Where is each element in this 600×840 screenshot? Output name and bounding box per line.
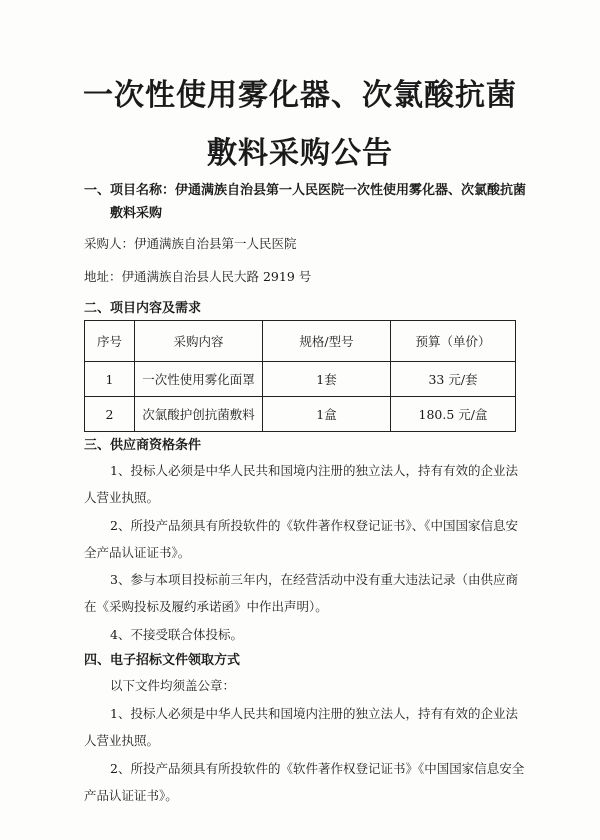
table-cell: 一次性使用雾化面罩 <box>135 362 263 397</box>
requirements-table <box>84 320 516 432</box>
table-cell: 1 <box>85 362 135 397</box>
table-row <box>85 397 516 432</box>
table-cell: 2 <box>85 397 135 432</box>
table-row <box>85 362 516 397</box>
section-1-heading: 一、项目名称： <box>84 183 176 198</box>
qualification-item-2-line-2: 全产品认证证书》。 <box>84 545 191 560</box>
section-3-heading: 三、供应商资格条件 <box>84 438 202 453</box>
table-cell: 33 元/套 <box>391 362 516 397</box>
qualification-item-2-line-1: 2、所投产品须具有所投软件的《软件著作权登记证书》、《中国国家信息安 <box>110 518 518 533</box>
bidding-item-2-line-2: 产品认证证书》。 <box>84 788 178 803</box>
column-header: 预算（单价） <box>391 321 516 362</box>
column-header: 规格/型号 <box>263 321 391 362</box>
bidding-item-2-line-1: 2、所投产品须具有所投软件的《软件著作权登记证书》《中国国家信息安全 <box>110 761 525 776</box>
qualification-item-3-line-2: 在《采购投标及履约承诺函》中作出声明）。 <box>84 599 328 614</box>
qualification-item-4: 4、不接受联合体投标。 <box>110 627 243 642</box>
project-name-line-1: 伊通满族自治县第一人民医院一次性使用雾化器、次氯酸抗菌 <box>175 183 527 198</box>
bidding-item-1-line-1: 1、投标人必须是中华人民共和国境内注册的独立法人，持有有效的企业法 <box>110 706 518 721</box>
purchaser-line: 采购人：伊通满族自治县第一人民医院 <box>84 236 297 251</box>
column-header: 序号 <box>85 321 135 362</box>
bidding-item-1-line-2: 人营业执照。 <box>84 733 160 748</box>
bidding-intro: 以下文件均须盖公章： <box>110 678 236 693</box>
table-cell: 次氯酸护创抗菌敷料 <box>135 397 263 432</box>
qualification-item-1-line-2: 人营业执照。 <box>84 490 160 505</box>
column-header: 采购内容 <box>135 321 263 362</box>
qualification-item-1-line-1: 1、投标人必须是中华人民共和国境内注册的独立法人，持有有效的企业法 <box>110 463 518 478</box>
address-line: 地址：伊通满族自治县人民大路 2919 号 <box>84 269 312 284</box>
qualification-item-3-line-1: 3、参与本项目投标前三年内，在经营活动中没有重大违法记录（由供应商 <box>110 572 518 587</box>
project-name-line-2: 敷料采购 <box>110 206 163 221</box>
section-4-heading: 四、电子招标文件领取方式 <box>84 653 241 668</box>
table-cell: 180.5 元/盒 <box>391 397 516 432</box>
project-name-row <box>84 182 526 200</box>
table-cell: 1套 <box>263 362 391 397</box>
section-2-heading: 二、项目内容及需求 <box>84 301 202 316</box>
document-title-line-1: 一次性使用雾化器、次氯酸抗菌 <box>83 78 517 113</box>
table-cell: 1盒 <box>263 397 391 432</box>
table-header-row <box>85 321 516 362</box>
document-title-line-2: 敷料采购公告 <box>207 136 393 171</box>
